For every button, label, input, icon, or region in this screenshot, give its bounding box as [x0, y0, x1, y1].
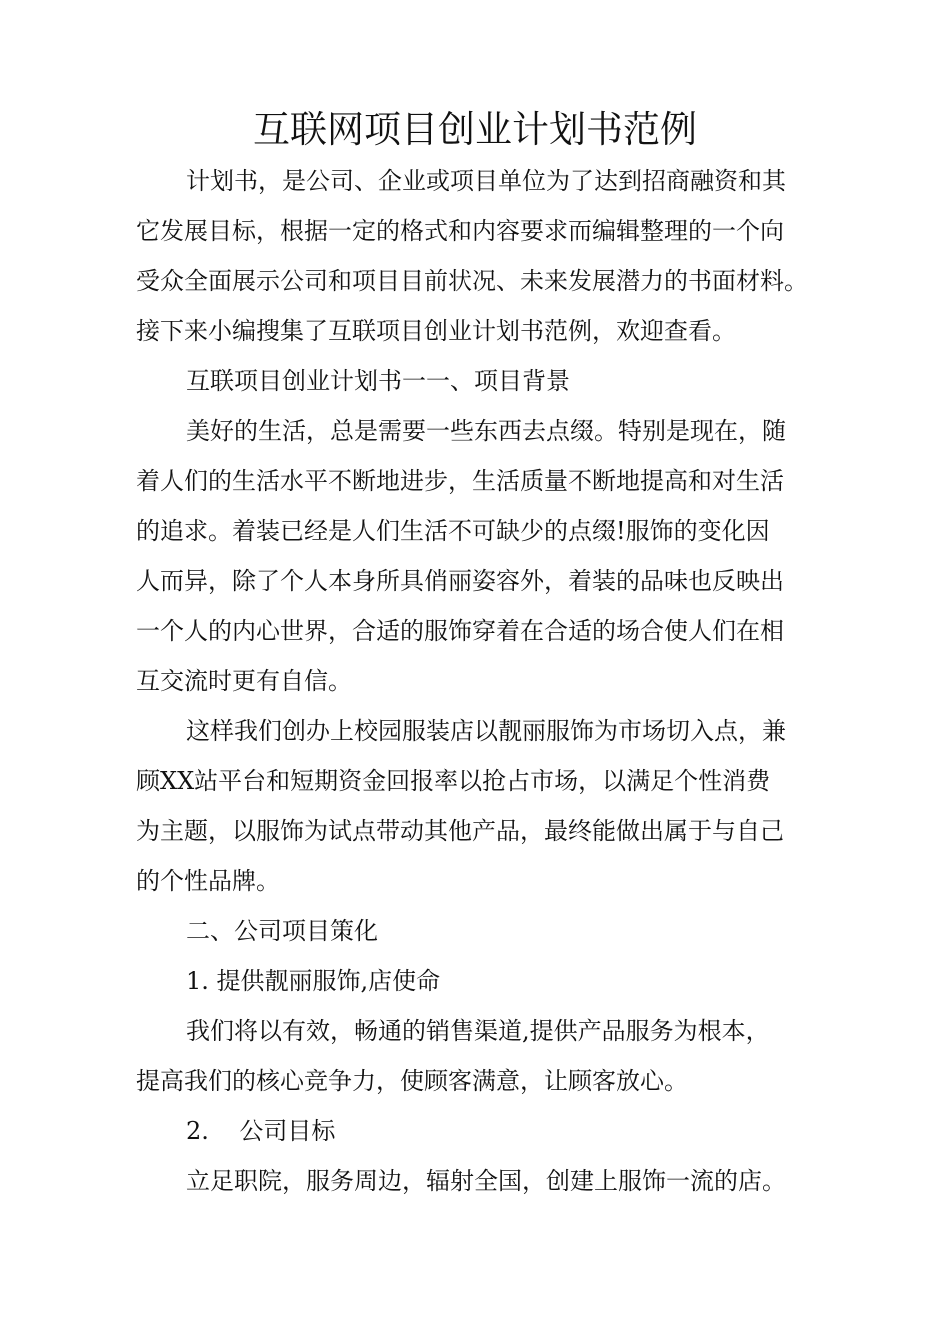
paragraph-line: 一个人的内心世界，合适的服饰穿着在合适的场合使人们在相: [136, 617, 784, 645]
paragraph-line: 计划书，是公司、企业或项目单位为了达到招商融资和其: [186, 167, 786, 195]
paragraph-line: 互交流时更有自信。: [136, 667, 352, 695]
paragraph-line: 受众全面展示公司和项目目前状况、未来发展潜力的书面材料。: [136, 267, 808, 295]
paragraph-line: 人而异，除了个人本身所具俏丽姿容外，着装的品味也反映出: [136, 567, 784, 595]
paragraph-line: 接下来小编搜集了互联项目创业计划书范例，欢迎查看。: [136, 317, 736, 345]
paragraph-line: 立足职院，服务周边，辐射全国，创建上服饰一流的店。: [186, 1167, 786, 1195]
paragraph-line: 这样我们创办上校园服装店以靓丽服饰为市场切入点，兼: [186, 717, 786, 745]
paragraph-line: 为主题，以服饰为试点带动其他产品，最终能做出属于与自己: [136, 817, 784, 845]
paragraph-line: 我们将以有效，畅通的销售渠道,提供产品服务为根本，: [186, 1017, 770, 1045]
document-title: 互联网项目创业计划书范例: [253, 108, 697, 151]
paragraph-line: 顾XX站平台和短期资金回报率以抢占市场，以满足个性消费: [136, 767, 771, 795]
paragraph-line: 的追求。着装已经是人们生活不可缺少的点缀!服饰的变化因: [136, 517, 770, 545]
paragraph-line: 的个性品牌。: [136, 867, 280, 895]
subsection-heading: 1. 提供靓丽服饰,店使命: [186, 967, 441, 995]
paragraph-line: 着人们的生活水平不断地进步，生活质量不断地提高和对生活: [136, 467, 784, 495]
paragraph-line: 它发展目标，根据一定的格式和内容要求而编辑整理的一个向: [136, 217, 784, 245]
section-heading: 互联项目创业计划书一一、项目背景: [186, 367, 570, 395]
paragraph-line: 美好的生活，总是需要一些东西去点缀。特别是现在，随: [186, 417, 786, 445]
section-heading: 二、公司项目策化: [186, 917, 378, 945]
paragraph-line: 提高我们的核心竞争力，使顾客满意，让顾客放心。: [136, 1067, 688, 1095]
subsection-heading: 2. 公司目标: [186, 1117, 336, 1145]
